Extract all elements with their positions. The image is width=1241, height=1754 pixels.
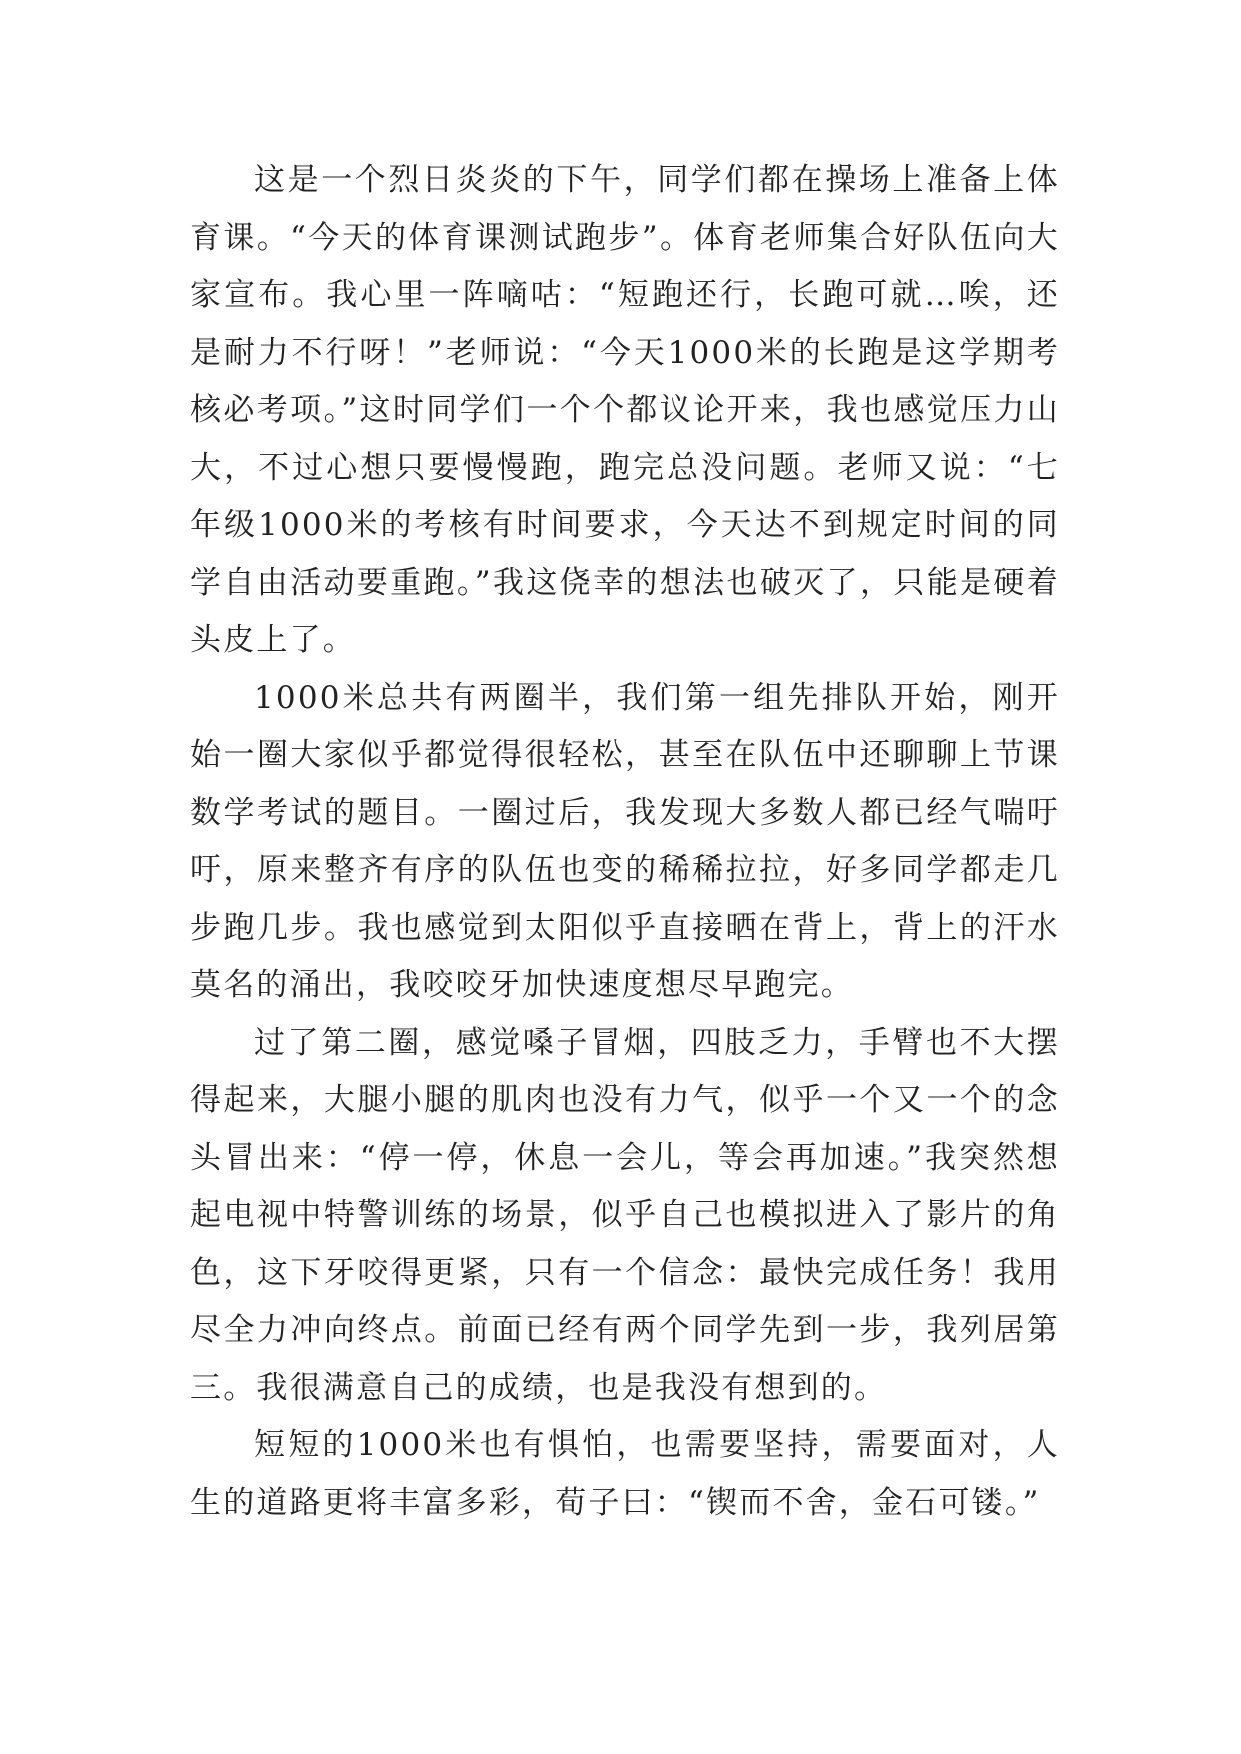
paragraph-3: 过了第二圈，感觉嗓子冒烟，四肢乏力，手臂也不大摆得起来，大腿小腿的肌肉也没有力气，似乎一个又一个的念头冒出来：“停一停，休息一会儿，等会再加速。”我突然想起电视中特警训练的场景，似乎自己也模拟进入了影片的角色，这下牙咬得更紧，只有一个信念：最快完成任务！我用尽全力冲向终点。前面已经有两个同学先到一步，我列居第三。我很满意自己的成绩，也是我没有想到的。 <box>190 1024 1060 1406</box>
essay-body <box>190 152 1060 1532</box>
paragraph-1: 这是一个烈日炎炎的下午，同学们都在操场上准备上体育课。“今天的体育课测试跑步”。体育老师集合好队伍向大家宣布。我心里一阵嘀咕：“短跑还行，长跑可就…唉，还是耐力不行呀！”老师说：“今天1000米的长跑是这学期考核必考项。”这时同学们一个个都议论开来，我也感觉压力山大，不过心想只要慢慢跑，跑完总没问题。老师又说：“七年级1000米的考核有时间要求，今天达不到规定时间的同学自由活动要重跑。”我这侥幸的想法也破灭了，只能是硬着头皮上了。 <box>190 162 1060 658</box>
paragraph-2: 1000米总共有两圈半，我们第一组先排队开始，刚开始一圈大家似乎都觉得很轻松，甚至在队伍中还聊聊上节课数学考试的题目。一圈过后，我发现大多数人都已经气喘吁吁，原来整齐有序的队伍也变的稀稀拉拉，好多同学都走几步跑几步。我也感觉到太阳似乎直接晒在背上，背上的汗水莫名的涌出，我咬咬牙加快速度想尽早跑完。 <box>190 679 1060 1003</box>
paragraph-4: 短短的1000米也有惧怕，也需要坚持，需要面对，人生的道路更将丰富多彩，荀子曰：“锲而不舍，金石可镂。” <box>190 1427 1060 1521</box>
